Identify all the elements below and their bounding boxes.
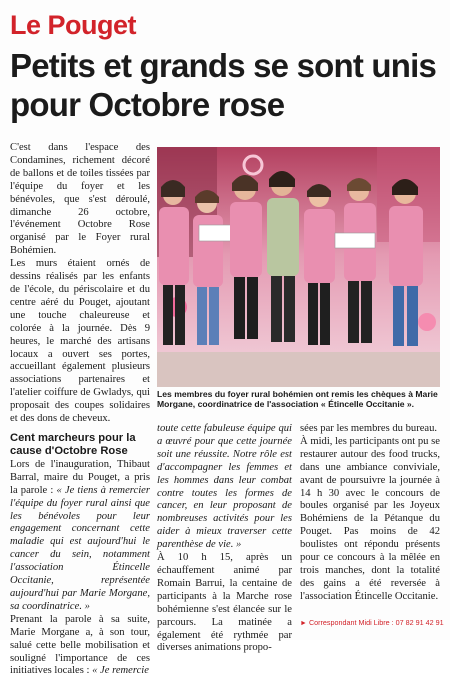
- group-photo-illustration: [157, 147, 440, 387]
- middle-paragraph-2: À 10 h 15, après un échauffement animé par Romain Barrui, la centaine de participants à la Marche rose bohémienne s'est élancée sur le parcours. La matinée a également été rythmée par diverses animations propo-: [157, 552, 292, 654]
- body-p2-lead: Prenant la parole à sa suite, Marie Morgane a, à son tour, salué cette belle mobilisation et souligné l'importance de ces initiatives locales :: [10, 613, 150, 677]
- balloon-right: [418, 313, 436, 331]
- right-paragraph-2: À midi, les participants ont pu se restaurer autour des food trucks, dans une ambiance conviviale, avant de poursuivre la journée à 14 h 30 avec le concours de boules organisé par les Joyeux Bohémiens de la Pétanque du Pouget. Pas moins de 42 boulistes ont répondu présents pour ce concours à la mêlée en trois manches, dont la totalité des gains a été reversée à l'association Étincelle Occitanie.: [300, 435, 440, 602]
- cheque-2: [335, 233, 375, 248]
- group-photo: [157, 147, 440, 387]
- body-paragraph-1: [10, 459, 150, 614]
- correspondent-credit: [300, 618, 444, 627]
- coordinator-quote-continued: toute cette fabuleuse équipe qui a œuvré pour que cette journée soit une réussite. Notre rôle est d'accompagner les femmes et les hommes dans leur combat contre toutes les formes de cancer, en leur proposant de nombreuses activités pour les aider à mieux traverser cette parenthèse de vie. »: [157, 423, 292, 551]
- section-kicker: Le Pouget: [10, 10, 137, 40]
- article-subhead: Cent marcheurs pour la cause d'Octobre Rose: [10, 431, 136, 457]
- article-column-middle: [157, 423, 292, 655]
- body-paragraph-2: [10, 614, 150, 678]
- photo-floor: [157, 352, 440, 387]
- article-headline: Petits et grands se sont unis pour Octobre rose: [10, 47, 437, 123]
- article-column-left: [10, 142, 150, 678]
- body-p1-lead: Lors de l'inauguration, Thibaut Barral, maire du Pouget, a pris la parole :: [10, 458, 150, 496]
- mayor-quote: « Je tiens à remercier l'équipe du foyer rural ainsi que les bénévoles pour leur engagement concernant cette maladie qui est aujourd'hui le cancer du sein, notamment l'association Étincelle Occitanie, représentée aujourd'hui par Marie Morgane, sa coordinatrice. »: [10, 484, 150, 612]
- article-column-right: [300, 423, 440, 604]
- coordinator-quote-start: « Je remercie: [92, 665, 149, 677]
- intro-paragraph-2: Les murs étaient ornés de dessins réalisés par les enfants de l'école, du périscolaire et du centre aéré du Pouget, ajoutant une touche chaleureuse et colorée à la journée. Dès 9 heures, le marché des artisans locaux a ouvert ses portes, accueillant également plusieurs associations partenaires et l'atelier coiffure de Gwladys, qui proposait des coupes solidaires et des dons de cheveux.: [10, 258, 150, 425]
- photo-caption: Les membres du foyer rural bohémien ont remis les chèques à Marie Morgane, coordinatrice de l'association « Étincelle Occitanie ».: [157, 389, 438, 410]
- intro-paragraph-1: C'est dans l'espace des Condamines, richement décoré de ballons et de toiles tissées par l'équipe du foyer et les bénévoles, que s'est déroulé, dimanche 26 octobre, l'événement Octobre Rose organisé par le Foyer rural Bohémien.: [10, 142, 150, 257]
- triangle-icon: ►: [300, 620, 307, 627]
- credit-text: Correspondant Midi Libre : 07 82 91 42 91: [308, 618, 444, 627]
- right-paragraph-1: sées par les membres du bureau.: [300, 423, 438, 434]
